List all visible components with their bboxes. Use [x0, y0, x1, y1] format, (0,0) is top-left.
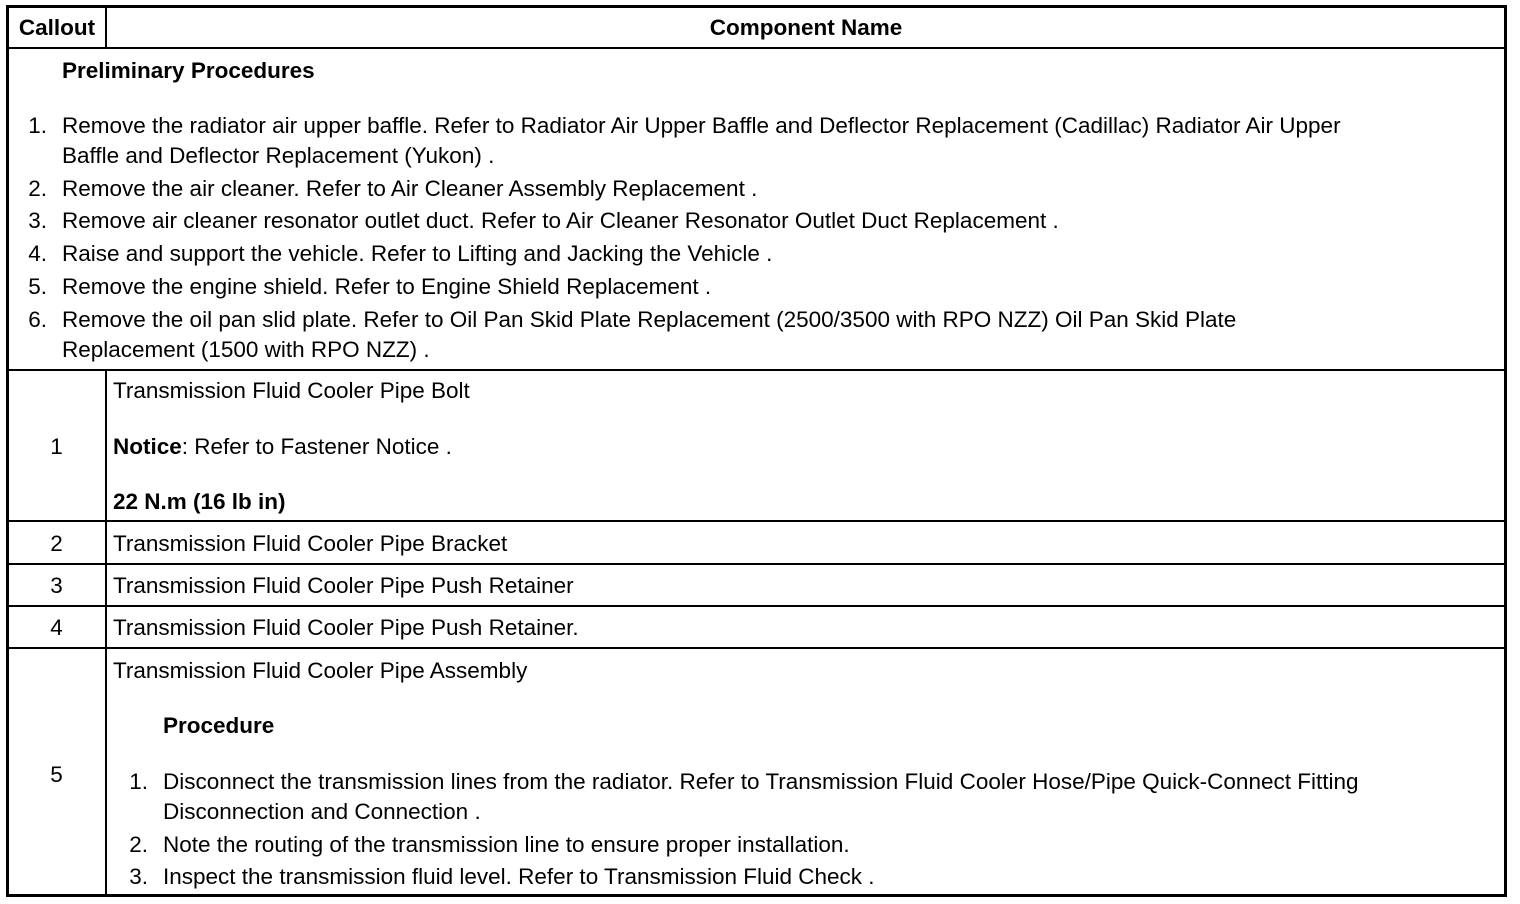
- preliminary-step-5-number: 5.: [28, 274, 47, 299]
- preliminary-step-6-line-1: Remove the oil pan slid plate. Refer to Oil Pan Skid Plate Replacement (2500/3500 with RPO NZZ) Oil Pan Skid Plate: [62, 307, 1237, 332]
- notice-text: : Refer to Fastener Notice .: [181, 434, 452, 459]
- preliminary-step-2-line-1: Remove the air cleaner. Refer to Air Cleaner Assembly Replacement .: [62, 176, 758, 201]
- row-1-torque-spec: 22 N.m (16 lb in): [113, 489, 286, 514]
- header-divider: [6, 47, 1507, 49]
- row-2-divider: [6, 563, 1507, 565]
- preliminary-step-4-line-1: Raise and support the vehicle. Refer to Lifting and Jacking the Vehicle .: [62, 241, 773, 266]
- row-5-callout: 5: [50, 762, 63, 787]
- row-5-step-3-line-1: Inspect the transmission fluid level. Refer to Transmission Fluid Check .: [163, 864, 875, 889]
- row-3-divider: [6, 605, 1507, 607]
- row-5-step-3-number: 3.: [129, 864, 148, 889]
- row-5-component-name: Transmission Fluid Cooler Pipe Assembly: [113, 658, 528, 683]
- preliminary-step-3-number: 3.: [28, 208, 47, 233]
- row-5-step-2-number: 2.: [129, 832, 148, 857]
- preliminary-title: Preliminary Procedures: [62, 58, 315, 83]
- notice-label: Notice: [113, 434, 182, 459]
- row-5-step-2-line-1: Note the routing of the transmission line to ensure proper installation.: [163, 832, 850, 857]
- row-1-divider: [6, 520, 1507, 522]
- preliminary-step-5-line-1: Remove the engine shield. Refer to Engine Shield Replacement .: [62, 274, 712, 299]
- preliminary-divider: [6, 369, 1507, 371]
- row-2-component-name: Transmission Fluid Cooler Pipe Bracket: [113, 531, 508, 556]
- row-4-callout: 4: [50, 615, 63, 640]
- row-1-notice: [113, 434, 452, 460]
- row-4-divider: [6, 647, 1507, 649]
- header-component-name: Component Name: [709, 15, 903, 40]
- preliminary-step-3-line-1: Remove air cleaner resonator outlet duct. Refer to Air Cleaner Resonator Outlet Duct Replacement .: [62, 208, 1059, 233]
- preliminary-step-1-line-1: Remove the radiator air upper baffle. Refer to Radiator Air Upper Baffle and Deflector Replacement (Cadillac) Radiator Air Upper: [62, 113, 1341, 138]
- preliminary-step-1-number: 1.: [28, 113, 47, 138]
- column-divider-body: [105, 369, 107, 897]
- row-4-component-name: Transmission Fluid Cooler Pipe Push Retainer.: [113, 615, 579, 640]
- preliminary-step-4-number: 4.: [28, 241, 47, 266]
- row-3-callout: 3: [50, 573, 63, 598]
- row-1-component-name: Transmission Fluid Cooler Pipe Bolt: [113, 378, 470, 403]
- preliminary-step-6-line-2: Replacement (1500 with RPO NZZ) .: [62, 337, 430, 362]
- row-2-callout: 2: [50, 531, 63, 556]
- row-5-step-1-number: 1.: [129, 769, 148, 794]
- preliminary-step-2-number: 2.: [28, 176, 47, 201]
- row-3-component-name: Transmission Fluid Cooler Pipe Push Retainer: [113, 573, 574, 598]
- row-5-step-1-line-1: Disconnect the transmission lines from the radiator. Refer to Transmission Fluid Cooler Hose/Pipe Quick-Connect Fitting: [163, 769, 1359, 794]
- row-5-step-1-line-2: Disconnection and Connection .: [163, 799, 481, 824]
- header-callout: Callout: [18, 15, 96, 40]
- preliminary-step-1-line-2: Baffle and Deflector Replacement (Yukon) .: [62, 143, 495, 168]
- row-1-callout: 1: [50, 434, 63, 459]
- preliminary-step-6-number: 6.: [28, 307, 47, 332]
- row-5-procedure-title: Procedure: [163, 713, 275, 738]
